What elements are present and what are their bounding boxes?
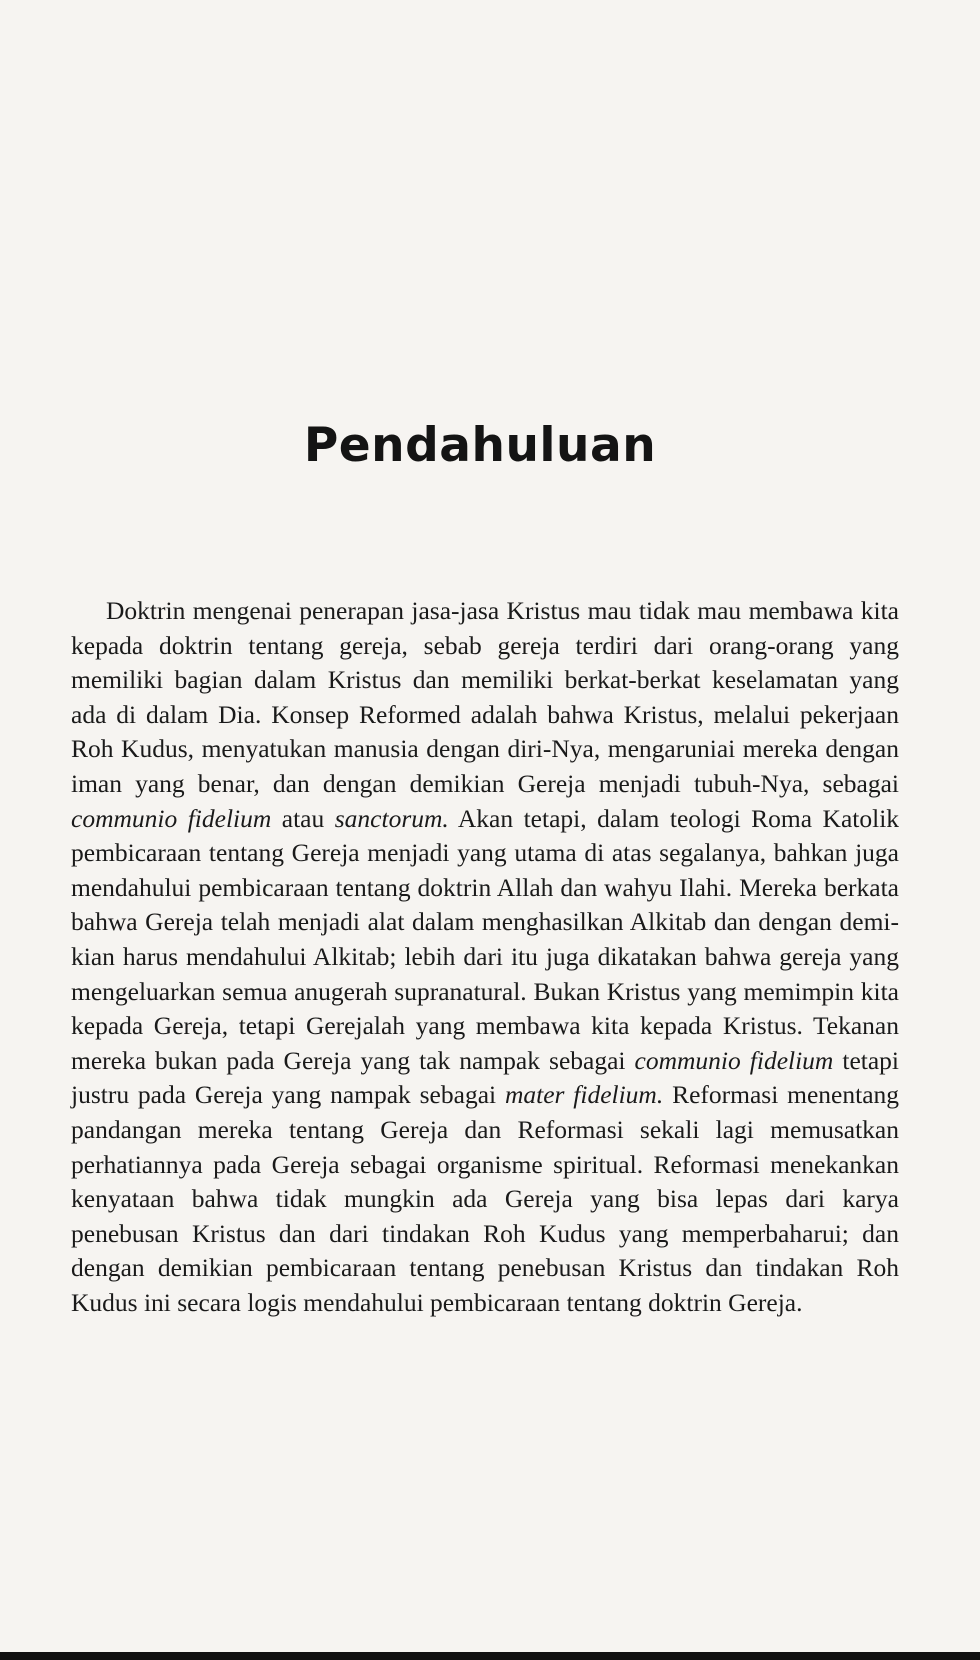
page-bottom-edge — [0, 1652, 980, 1660]
body-paragraph — [71, 594, 899, 1320]
page-title: Pendahuluan — [303, 418, 657, 473]
text-segment: Doktrin mengenai penerapan jasa-jasa Kristus mau tidak mau membawa kita kepada doktrin tentang gereja, sebab gereja terdiri dari orang-orang yang memiliki bagian dalam Kristus dan memiliki berkat-berkat keselamatan yang ada di dalam Dia. Konsep Reformed adalah bahwa Kristus, melalui pekerjaan Roh Kudus, menyatukan manusia dengan diri-Nya, mengaruniai mereka dengan iman yang benar, dan dengan demikian Gereja menjadi tubuh-Nya, sebagai — [71, 596, 899, 798]
italic-term: communio fidelium — [634, 1045, 834, 1075]
italic-term: communio fidelium — [71, 803, 272, 833]
italic-term: sanctorum. — [334, 803, 449, 833]
text-segment: atau — [281, 803, 325, 833]
text-segment: Reformasi menentang pandangan mereka tentang Gereja dan Reformasi sekali lagi memusatkan perhatiannya pada Gereja sebagai organisme spiritual. Reformasi menekankan kenyataan bahwa tidak mungkin ada Gereja yang bisa lepas dari karya penebusan Kristus dan dari tindakan Roh Kudus yang memperbaharui; dan dengan demikian pembicaraan tentang penebusan Kristus dan tindakan Roh Kudus ini secara logis mendahului pembicaraan tentang doktrin Gereja. — [71, 1080, 900, 1317]
text-segment: Akan tetapi, dalam teologi Roma Katolik pembicaraan tentang Gereja menjadi yang utama di atas segalanya, bahkan juga mendahului pembicaraan tentang doktrin Allah dan wahyu Ilahi. Mereka berkata bahwa Gereja telah menjadi alat dalam menghasilkan Alkitab dan dengan demikian harus mendahului Alkitab; lebih dari itu juga dikatakan bahwa gereja yang mengeluarkan semua anugerah supranatural. Bukan Kristus yang memimpin kita kepada Gereja, tetapi Gerejalah yang membawa kita kepada Kristus. Tekanan mereka bukan pada Gereja yang tak nampak sebagai — [71, 803, 900, 1075]
text-segment: tetapi justru pada Gereja yang nampak sebagai — [71, 1045, 900, 1110]
italic-term: mater fidelium. — [504, 1080, 664, 1110]
